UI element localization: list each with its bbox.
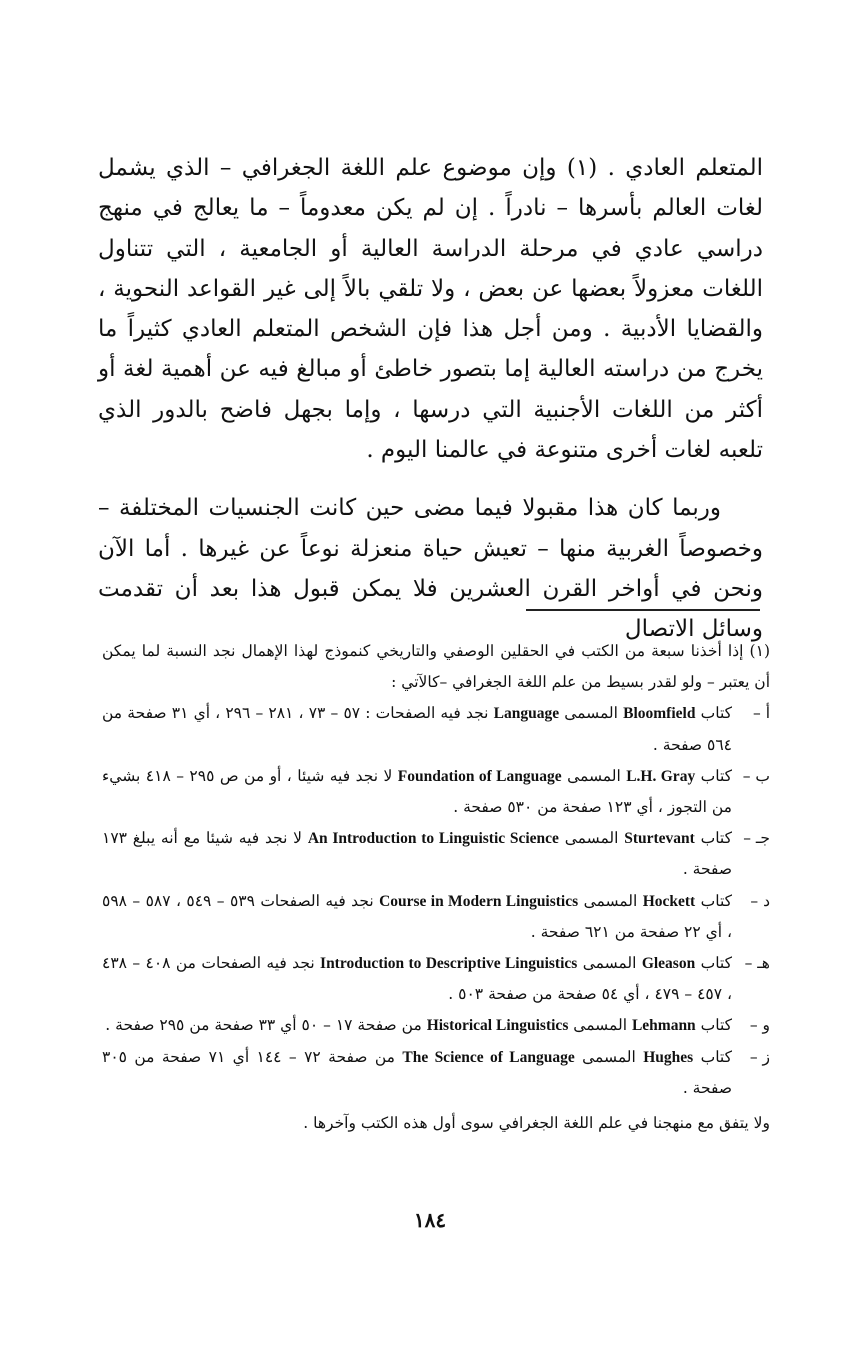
- footnote-item-pre: كتاب: [700, 704, 733, 723]
- book-title: Introduction to Descriptive Linguistics: [320, 955, 578, 973]
- book-author: L.H. Gray: [626, 767, 696, 785]
- footnote-closing: ولا يتفق مع منهجنا في علم اللغة الجغرافي سوى أول هذه الكتب وآخرها .: [303, 1114, 770, 1133]
- footnote-item-text: [102, 948, 732, 1010]
- book-author: Sturtevant: [624, 830, 695, 848]
- footnote-section: [102, 636, 770, 1139]
- footnote-item-mid: المسمى: [564, 829, 619, 848]
- footnote-item-post: نجد فيه الصفحات من ٤٠٨ – ٤٣٨ ، ٤٥٧ – ٤٧٩ ، أي ٥٤ صفحة من صفحة ٥٠٣ .: [102, 954, 732, 1004]
- footnote-separator: [526, 609, 760, 611]
- book-title: Course in Modern Linguistics: [379, 892, 579, 910]
- footnote-item-text: [102, 1042, 732, 1104]
- footnote-item-marker: ز –: [749, 1047, 770, 1066]
- book-title: Historical Linguistics: [426, 1017, 569, 1035]
- footnote-item-pre: كتاب: [700, 829, 732, 848]
- footnote-item-post: من صفحة ٧٢ – ١٤٤ أي ٧١ صفحة من ٣٠٥ صفحة .: [102, 1047, 732, 1097]
- footnote-item: [102, 1042, 770, 1104]
- footnote-item-marker: هـ –: [744, 954, 770, 973]
- paragraph: وربما كان هذا مقبولا فيما مضى حين كانت الجنسيات المختلفة – وخصوصاً الغربية منها – تعيش حياة منعزلة نوعاً عن غيرها . أما الآن ونحن في أواخر القرن العشرين فلا يمكن قبول هذا بعد أن تقدمت وسائل الاتصال: [98, 495, 763, 643]
- book-author: Gleason: [641, 955, 696, 973]
- book-author: Hockett: [642, 892, 696, 910]
- footnote-item-marker: أ –: [753, 704, 770, 723]
- book-author: Hughes: [643, 1048, 694, 1066]
- footnote-item-post: لا نجد فيه شيئا مع أنه يبلغ ١٧٣ صفحة .: [102, 829, 732, 879]
- book-author: Bloomfield: [623, 705, 696, 723]
- footnote-item-mid: المسمى: [582, 1047, 636, 1066]
- footnote-item-post: نجد فيه الصفحات ٥٣٩ – ٥٤٩ ، ٥٨٧ – ٥٩٨ ، أي ٢٢ صفحة من ٦٢١ صفحة .: [102, 891, 732, 941]
- book-title: An Introduction to Linguistic Science: [307, 830, 559, 848]
- footnote-item-mid: المسمى: [573, 1016, 627, 1035]
- footnote-item-text: [102, 698, 732, 760]
- footnote-item-marker: و –: [749, 1016, 770, 1035]
- footnote-item-pre: كتاب: [700, 1047, 732, 1066]
- footnote-item-mid: المسمى: [567, 766, 621, 785]
- footnote-item: [102, 886, 770, 948]
- footnote-item-pre: كتاب: [700, 766, 733, 785]
- footnote-item-text: [102, 823, 732, 885]
- page-number: ١٨٤: [413, 1208, 447, 1232]
- footnote-item: [102, 948, 770, 1010]
- footnote-item-mid: المسمى: [582, 954, 637, 973]
- footnote-item-marker: ب –: [742, 766, 770, 785]
- footnote-item-post: نجد فيه الصفحات : ٥٧ – ٧٣ ، ٢٨١ – ٢٩٦ ، أي ٣١ صفحة من ٥٦٤ صفحة .: [102, 704, 732, 754]
- footnote-item-text: [102, 761, 732, 823]
- footnote-item-mid: المسمى: [583, 891, 638, 910]
- book-title: Foundation of Language: [397, 767, 562, 785]
- footnote-item-post: لا نجد فيه شيئا ، أو من ص ٢٩٥ – ٤١٨ بشيء من التجوز ، أي ١٢٣ صفحة من ٥٣٠ صفحة .: [102, 766, 732, 817]
- footnote-item: [102, 698, 770, 760]
- footnote-intro: (١) إذا أخذنا سبعة من الكتب في الحقلين الوصفي والتاريخي كنموذج لهذا الإهمال نجد النسبة لما يمكن أن يعتبر – ولو لقدر بسيط من علم اللغة الجغرافي –كالآتي :: [102, 642, 770, 692]
- footnote-item-post: من صفحة ١٧ – ٥٠ أي ٣٣ صفحة من ٢٩٥ صفحة .: [105, 1016, 422, 1035]
- footnote-item-marker: د –: [750, 891, 770, 910]
- footnote-item-marker: جـ –: [743, 829, 770, 848]
- paragraph: المتعلم العادي . (١) وإن موضوع علم اللغة الجغرافي – الذي يشمل لغات العالم بأسرها – نادراً . إن لم يكن معدوماً – ما يعالج في منهج دراسي عادي في مرحلة الدراسة العالية أو الجامعية ، التي تتناول اللغات معزولاً بعضها عن بعض ، ولا تلقي بالاً إلى غير القواعد النحوية ، والقضايا الأدبية . ومن أجل هذا فإن الشخص المتعلم العادي كثيراً ما يخرج من دراسته العالية إما بتصور خاطئ أو مبالغ فيه عن أهمية لغة أو أكثر من اللغات الأجنبية التي درسها ، وإما بجهل فاضح بالدور الذي تلعبه لغات أخرى متنوعة في عالمنا اليوم .: [98, 155, 763, 464]
- book-title: The Science of Language: [402, 1048, 575, 1066]
- footnote-item: [102, 823, 770, 885]
- main-text: [98, 148, 763, 650]
- book-title: Language: [493, 705, 560, 723]
- footnote-item: [102, 761, 770, 823]
- footnote-item: [102, 1010, 770, 1041]
- footnote-item-pre: كتاب: [700, 954, 732, 973]
- footnote-item-text: [102, 886, 732, 948]
- footnote-item-pre: كتاب: [700, 1016, 732, 1035]
- footnote-item-mid: المسمى: [564, 704, 618, 723]
- book-author: Lehmann: [631, 1017, 696, 1035]
- footnote-item-text: [102, 1010, 732, 1041]
- footnote-item-pre: كتاب: [700, 891, 733, 910]
